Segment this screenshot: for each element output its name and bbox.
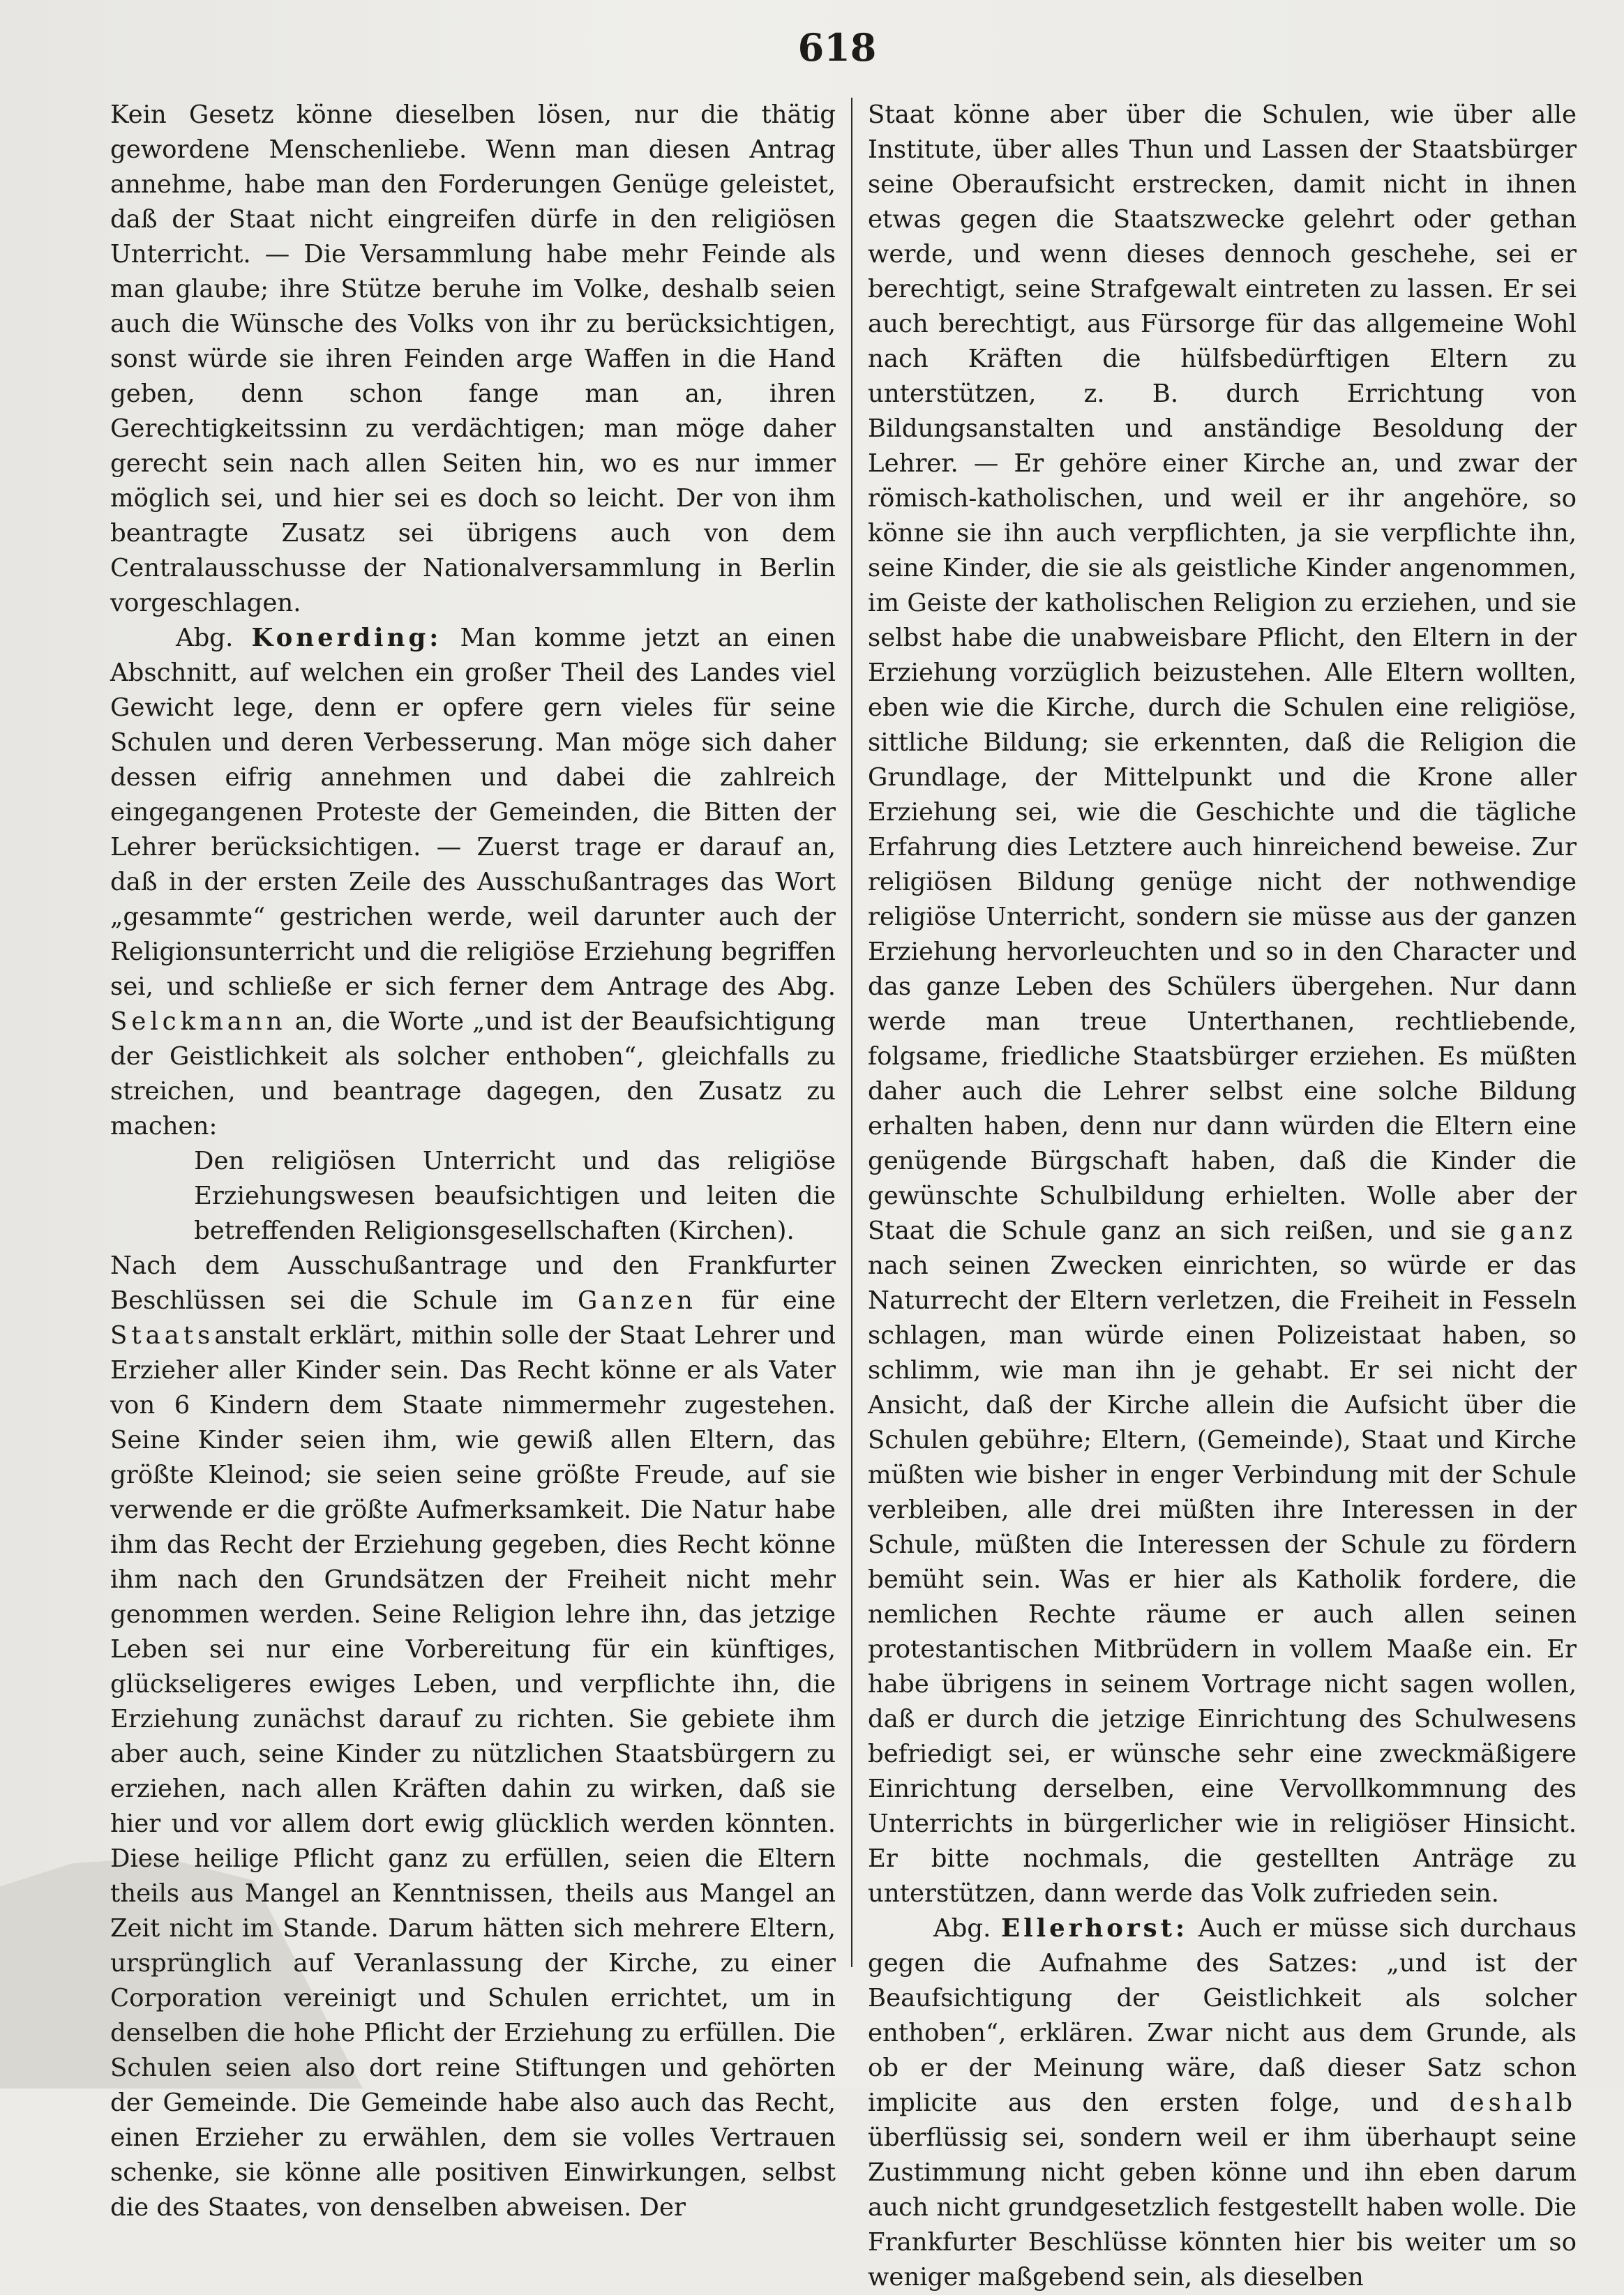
block-quote: [110, 1144, 836, 1249]
paragraph-text: nach seinen Zwecken einrichten, so würde er das Naturrecht der Eltern verletzen, die Freiheit in Fesseln schlagen, man würde einen Polizeistaat haben, so schlimm, wie man ihn je gehabt. Er sei nicht der Ansicht, daß der Kirche allein die Aufsicht über die Schulen gebühre; Eltern, (Gemeinde), Staat und Kirche müßten wie bisher in enger Verbindung mit der Schule verbleiben, alle drei müßten ihre Interessen in der Schule, müßten die Interessen der Schule zu fördern bemüht sein. Was er hier als Katholik fordere, die nemlichen Rechte räume er auch allen seinen protestantischen Mitbrüdern in vollem Maaße ein. Er habe übrigens in seinem Vortrage nicht sagen wollen, daß er durch die jetzige Einrichtung des Schulwesens befriedigt sei, er wünsche sehr eine zweckmäßigere Einrichtung derselben, eine Vervollkommnung des Unterrichts in bürgerlicher wie in religiöser Hinsicht. Er bitte nochmals, die gestellten Anträge zu unterstützen, dann werde das Volk zufrieden sein.: [868, 1251, 1577, 1908]
emphasized-word: Ganzen: [578, 1286, 697, 1315]
abbreviation-abg: Abg.: [933, 1914, 991, 1943]
speaker-name: Konerding:: [251, 624, 442, 652]
paragraph-text: Staat könne aber über die Schulen, wie über alle Institute, über alles Thun und Lassen der Staatsbürger seine Oberaufsicht erstrecken, damit nicht in ihnen etwas gegen die Staatszwecke gelehrt oder gethan werde, und wenn dieses dennoch geschehe, sei er berechtigt, seine Strafgewalt eintreten zu lassen. Er sei auch berechtigt, aus Fürsorge für das allgemeine Wohl nach Kräften die hülfsbedürftigen Eltern zu unterstützen, z. B. durch Errichtung von Bildungsanstalten und anständige Besoldung der Lehrer. — Er gehöre einer Kirche an, und zwar der römisch-katholischen, und weil er ihr angehöre, so könne sie ihn auch verpflichten, ja sie verpflichte ihn, seine Kinder, die sie als geistliche Kinder angenommen, im Geiste der katholischen Religion zu erziehen, und sie selbst habe die unabweisbare Pflicht, den Eltern in der Erziehung vorzüglich beizustehen. Alle Eltern wollten, eben wie die Kirche, durch die Schulen eine religiöse, sittliche Bildung; sie erkennten, daß die Religion die Grundlage, der Mittelpunkt und die Krone aller Erziehung sei, wie die Geschichte und die tägliche Erfahrung dies Letztere auch hinreichend beweise. Zur religiösen Bildung genüge nicht der nothwendige religiöse Unterricht, sondern sie müsse aus der ganzen Erziehung hervorleuchten und so in den Character und das ganze Leben des Schülers übergehen. Nur dann werde man treue Unterthanen, rechtliebende, folgsame, friedliche Staatsbürger erziehen. Es müßten daher auch die Lehrer selbst eine solche Bildung erhalten haben, denn nur dann würden die Eltern eine genügende Bürgschaft haben, daß die Kinder die gewünschte Schulbildung erhielten. Wolle aber der Staat die Schule ganz an sich reißen, und sie: [868, 100, 1577, 1245]
speaker-name: Ellerhorst:: [1001, 1914, 1189, 1943]
speech-konerding: [110, 621, 836, 1144]
emphasized-word: deshalb: [1449, 2089, 1577, 2117]
paragraph-text: Nach dem Ausschußantrage und den Frankfurter Beschlüssen sei die Schule im: [110, 1251, 836, 1315]
paragraph: [868, 98, 1577, 1911]
emphasized-word: Staats: [110, 1321, 215, 1350]
paragraph-text: für eine: [721, 1286, 836, 1315]
page-number: 618: [797, 25, 877, 70]
emphasized-name: Selckmann: [110, 1007, 287, 1036]
paragraph: [110, 1249, 836, 2225]
abbreviation-abg: Abg.: [176, 624, 234, 652]
paragraph-text: an, die Worte „und ist der Beaufsichtigung der Geistlichkeit als solcher enthoben“, gleichfalls zu streichen, und beantrage dagegen, den Zusatz zu machen:: [110, 1007, 836, 1141]
paragraph-text: anstalt erklärt, mithin solle der Staat Lehrer und Erzieher aller Kinder sein. Das Recht könne er als Vater von 6 Kindern dem Staate nimmermehr zugestehen. Seine Kinder seien ihm, wie gewiß allen Eltern, das größte Kleinod; sie seien seine größte Freude, auf sie verwende er die größte Aufmerksamkeit. Die Natur habe ihm das Recht der Erziehung gegeben, dies Recht könne ihm nach den Grundsätzen der Freiheit nicht mehr genommen werden. Seine Religion lehre ihn, das jetzige Leben sei nur eine Vorbereitung für ein künftiges, glückseligeres ewiges Leben, und verpflichte ihn, die Erziehung zunächst darauf zu richten. Sie gebiete ihm aber auch, seine Kinder zu nützlichen Staatsbürgern zu erziehen, nach allen Kräften dahin zu wirken, daß sie hier und vor allem dort ewig glücklich werden könnten. Diese heilige Pflicht ganz zu erfüllen, seien die Eltern theils aus Mangel an Kenntnissen, theils aus Mangel an Zeit nicht im Stande. Darum hätten sich mehrere Eltern, ursprünglich auf Veranlassung der Kirche, zu einer Corporation vereinigt und Schulen errichtet, um in denselben die hohe Pflicht der Erziehung zu erfüllen. Die Schulen seien also dort reine Stiftungen und gehörten der Gemeinde. Die Gemeinde habe also auch das Recht, einen Erzieher zu erwählen, dem sie volles Vertrauen schenke, sie könne alle positiven Einwirkungen, selbst die des Staates, von denselben abweisen. Der: [110, 1321, 836, 2222]
paragraph: [110, 98, 836, 621]
speech-ellerhorst: [868, 1911, 1577, 2295]
paragraph-text: Kein Gesetz könne dieselben lösen, nur die thätig gewordene Menschenliebe. Wenn man diesen Antrag annehme, habe man den Forderungen Genüge geleistet, daß der Staat nicht eingreifen dürfe in den religiösen Unterricht. — Die Versammlung habe mehr Feinde als man glaube; ihre Stütze beruhe im Volke, deshalb seien auch die Wünsche des Volks von ihr zu berücksichtigen, sonst würde sie ihren Feinden arge Waffen in die Hand geben, denn schon fange man an, ihren Gerechtigkeitssinn zu verdächtigen; man möge daher gerecht sein nach allen Seiten hin, wo es nur immer möglich sei, und hier sei es doch so leicht. Der von ihm beantragte Zusatz sei übrigens auch von dem Centralausschusse der Nationalversammlung in Berlin vorgeschlagen.: [110, 100, 836, 617]
emphasized-word: ganz: [1500, 1217, 1577, 1245]
quote-text: Den religiösen Unterricht und das religiöse Erziehungswesen beaufsichtigen und leiten die betreffenden Religionsgesellschaften (Kirchen).: [194, 1147, 836, 1245]
left-column: [110, 98, 836, 2225]
column-divider: [851, 98, 852, 1967]
paragraph-text: Auch er müsse sich durchaus gegen die Aufnahme des Satzes: „und ist der Beaufsichtigung der Geistlichkeit als solcher enthoben“, erklären. Zwar nicht aus dem Grunde, als ob er der Meinung wäre, daß dieser Satz schon implicite aus den ersten folge, und: [868, 1914, 1577, 2117]
paragraph-text: Man komme jetzt an einen Abschnitt, auf welchen ein großer Theil des Landes viel Gewicht lege, denn er opfere gern vieles für seine Schulen und deren Verbesserung. Man möge sich daher dessen eifrig annehmen und dabei die zahlreich eingegangenen Proteste der Gemeinden, die Bitten der Lehrer berücksichtigen. — Zuerst trage er darauf an, daß in der ersten Zeile des Ausschußantrages das Wort „gesammte“ gestrichen werde, weil darunter auch der Religionsunterricht und die religiöse Erziehung begriffen sei, und schließe er sich ferner dem Antrage des Abg.: [110, 624, 836, 1001]
paragraph-text: überflüssig sei, sondern weil er ihm überhaupt seine Zustimmung nicht geben könne und ihn eben darum auch nicht grundgesetzlich festgestellt haben wolle. Die Frankfurter Beschlüsse könnten hier bis weiter um so weniger maßgebend sein, als dieselben: [868, 2123, 1577, 2292]
right-column: [868, 98, 1577, 2295]
